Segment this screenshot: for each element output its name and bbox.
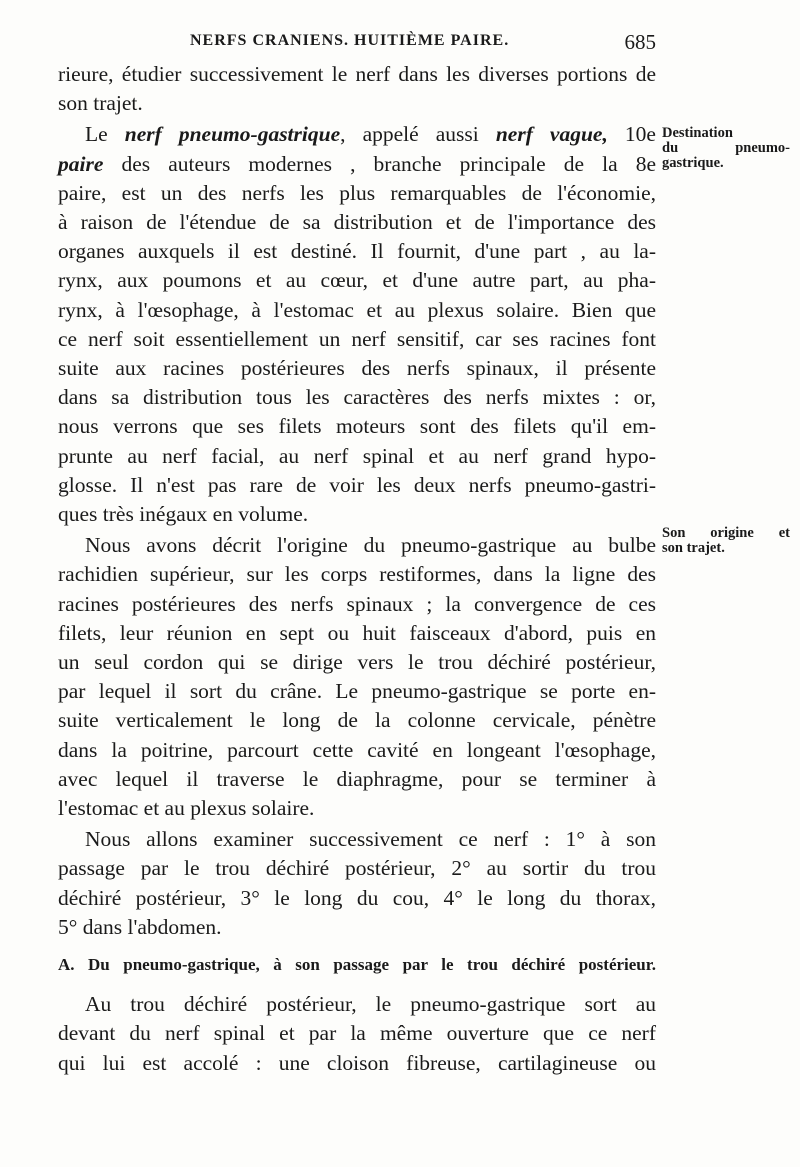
text-line: qui lui est accolé : une cloison fibreuse, cartilagineuse ou [58,1050,656,1075]
text-run: Le [85,122,125,147]
margin-note-line: son trajet. [662,540,725,556]
text-line: rieure, étudier successivement le nerf dans les diverses portions de [58,62,656,86]
text-line: Au trou déchiré postérieur, le pneumo-gastrique sort au [85,992,656,1017]
page-number: 685 [624,30,656,54]
text-line: glosse. Il n'est pas rare de voir les deux nerfs pneumo-gastri- [58,472,656,497]
margin-note-line: Son origine et [662,525,790,541]
paragraph-3 [58,531,656,823]
text-run: 10e [607,122,656,147]
text-line: un seul cordon qui se dirige vers le trou déchiré postérieur, [58,650,656,675]
emphasized-term: nerf pneumo-gastrique [124,122,341,147]
margin-note-destination [662,126,790,171]
text-line: à raison de l'étendue de sa distribution et de l'importance des [58,210,656,235]
text-line: racines postérieures des nerfs spinaux ; la convergence de ces [58,591,656,616]
text-line: prunte au nerf facial, au nerf spinal et au nerf grand hypo- [58,443,656,468]
text-line: suite aux racines postérieures des nerfs spinaux, il présente [58,356,656,381]
text-line: rynx, aux poumons et au cœur, et d'une autre part, au pha- [58,268,656,293]
section-heading: A. Du pneumo-gastrique, à son passage par le trou déchiré postérieur. [58,955,656,975]
margin-note-line: gastrique. [662,155,724,171]
running-title: NERFS CRANIENS. HUITIÈME PAIRE. [190,32,510,49]
text-line: déchiré postérieur, 3° le long du cou, 4° le long du thorax, [58,885,656,910]
emphasized-term: paire [58,151,104,176]
text-line: par lequel il sort du crâne. Le pneumo-gastrique se porte en- [58,679,656,704]
text-line: passage par le trou déchiré postérieur, 2° au sortir du trou [58,856,656,881]
paragraph-5 [58,990,656,1078]
text-line: dans sa distribution tous les caractères des nerfs mixtes : or, [58,385,656,410]
margin-note-line: du pneumo- [662,140,790,156]
text-line: l'estomac et au plexus solaire. [58,796,315,821]
text-line [58,150,656,179]
text-line [58,120,656,149]
margin-note-line: Destination [662,125,733,141]
text-line: devant du nerf spinal et par la même ouverture que ce nerf [58,1021,656,1046]
text-line: avec lequel il traverse le diaphragme, pour se terminer à [58,766,656,791]
main-text-column [58,60,656,1078]
text-line: organes auxquels il est destiné. Il fournit, d'une part , au la- [58,239,656,264]
page-header [58,30,656,60]
margin-note-origin [662,526,790,556]
text-line: rynx, à l'œsophage, à l'estomac et au plexus solaire. Bien que [58,297,656,322]
paragraph-4 [58,825,656,942]
paragraph-2 [58,120,656,529]
text-line: filets, leur réunion en sept ou huit faisceaux d'abord, puis en [58,620,656,645]
text-line: Nous avons décrit l'origine du pneumo-gastrique au bulbe [85,533,656,558]
emphasized-term: nerf vague, [495,122,608,147]
text-line: son trajet. [58,91,143,116]
text-line: paire, est un des nerfs les plus remarquables de l'économie, [58,180,656,205]
text-line: ques très inégaux en volume. [58,502,309,527]
text-line: 5° dans l'abdomen. [58,914,222,939]
text-line: dans la poitrine, parcourt cette cavité en longeant l'œsophage, [58,737,656,762]
text-run: des auteurs modernes , branche principale de la 8e [103,151,656,176]
text-line: ce nerf soit essentiellement un nerf sensitif, car ses racines font [58,326,656,351]
text-line: suite verticalement le long de la colonne cervicale, pénètre [58,708,656,733]
text-line: Nous allons examiner successivement ce nerf : 1° à son [85,827,656,852]
text-run: , appelé aussi [340,122,496,147]
text-line: nous verrons que ses filets moteurs sont des filets qu'il em- [58,414,656,439]
paragraph-1 [58,60,656,118]
text-line: rachidien supérieur, sur les corps restiformes, dans la ligne des [58,562,656,587]
